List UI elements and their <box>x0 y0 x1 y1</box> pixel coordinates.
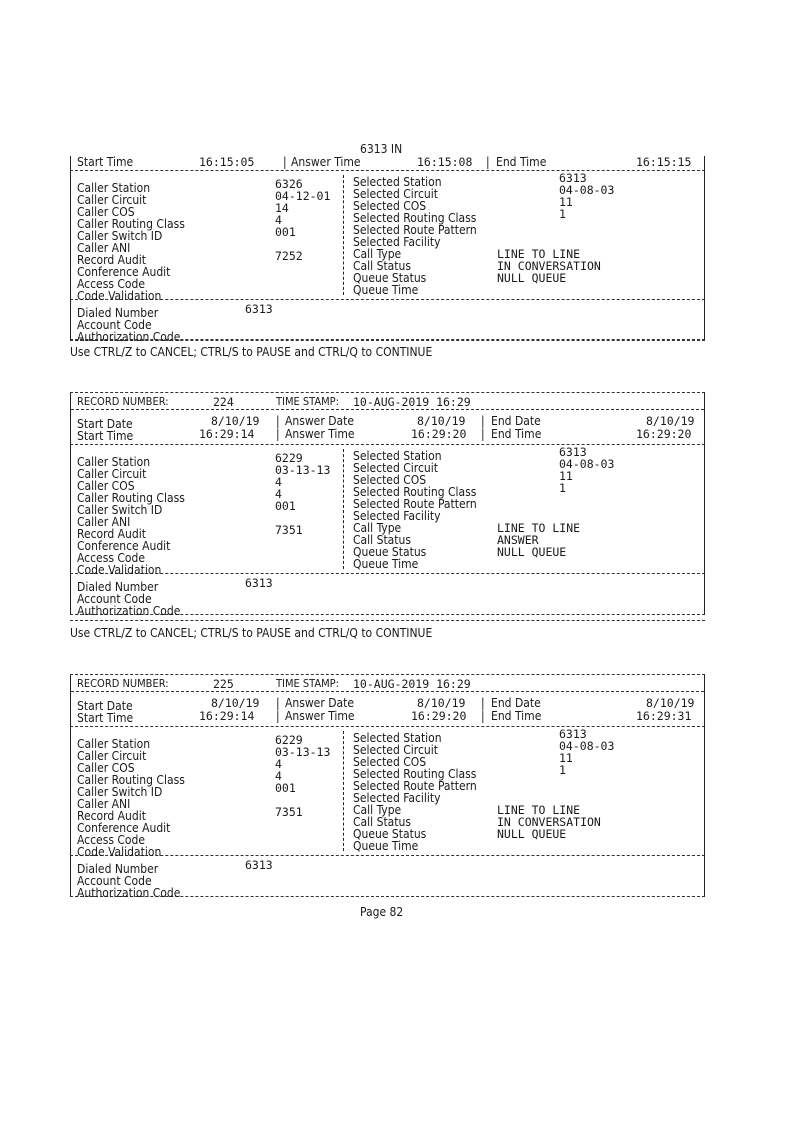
caller-field-label: Caller COS <box>77 761 135 775</box>
answer-time-label: Answer Time <box>285 427 355 441</box>
time-stamp: 10-AUG-2019 16:29 <box>353 395 471 409</box>
caller-field-label: Caller ANI <box>77 241 131 255</box>
caller-field-value: 001 <box>275 499 296 513</box>
start-time-value: 16:29:14 <box>199 427 255 441</box>
answer-time-label: Answer Time <box>291 155 361 169</box>
end-time-value: 16:29:20 <box>636 427 692 441</box>
dialed-field-value: 6313 <box>245 858 273 872</box>
selected-field-label: Call Status <box>353 815 411 829</box>
dialed-field-value: 6313 <box>245 576 273 590</box>
dialed-field-label: Authorization Code <box>77 330 181 344</box>
call-record: RECORD NUMBER: 224 TIME STAMP: 10-AUG-2019 16:29 Start Date 8/10/19 | Answer Date 8/10/19 | End Date 8/10/19 Start Time 16:29:14 | Answer Time 16:29:20 | End Time 16:29:20 Caller Station 6229 Caller Circuit 03-13-13 Caller COS 4 Caller Routing Class 4 Caller Switch ID 001 Caller ANI Record Audit 7351 Conference Audit Access Code Code Validation Selected Station 6313 Selected Circuit 04-08-03 Selected COS 11 Selected Routing Class 1 Selected Route Pattern Selected Facility Call Type LINE TO LINE Call Status ANSWER Queue Status NULL QUEUE Queue Time Dialed Number 6313 Account Code Authorization Code <box>70 392 705 615</box>
selected-field-value: LINE TO LINE <box>497 521 581 535</box>
cancel-instructions: Use CTRL/Z to CANCEL; CTRL/S to PAUSE and CTRL/Q to CONTINUE <box>70 626 433 640</box>
answer-time-label: Answer Time <box>285 709 355 723</box>
caller-field-value: 7252 <box>275 249 303 263</box>
caller-field-label: Caller Circuit <box>77 749 147 763</box>
start-date-label: Start Date <box>77 699 133 713</box>
caller-field-label: Caller Switch ID <box>77 785 163 799</box>
dialed-field-label: Dialed Number <box>77 306 159 320</box>
caller-selected-fields <box>70 171 705 303</box>
dialed-field-label: Authorization Code <box>77 886 181 900</box>
selected-field-label: Selected Routing Class <box>353 767 477 781</box>
selected-field-label: Selected Facility <box>353 791 441 805</box>
caller-field-label: Caller Switch ID <box>77 229 163 243</box>
page-number: Page 82 <box>360 905 404 919</box>
start-date-value: 8/10/19 <box>211 414 260 428</box>
caller-field-value: 4 <box>275 757 282 771</box>
start-time-label: Start Time <box>77 711 134 725</box>
selected-field-value: LINE TO LINE <box>497 803 581 817</box>
start-date-label: Start Date <box>77 417 133 431</box>
record-number-label: RECORD NUMBER: <box>77 677 169 690</box>
start-time-label: Start Time <box>77 155 134 169</box>
caller-field-value: 4 <box>275 213 282 227</box>
caller-field-label: Caller ANI <box>77 515 131 529</box>
end-date-value: 8/10/19 <box>646 696 695 710</box>
selected-field-label: Selected Station <box>353 175 442 189</box>
selected-field-label: Selected Route Pattern <box>353 223 477 237</box>
selected-field-label: Selected Routing Class <box>353 485 477 499</box>
selected-field-value: 6313 <box>559 171 587 185</box>
selected-field-label: Selected Station <box>353 449 442 463</box>
record-number: 224 <box>213 395 234 409</box>
caller-field-value: 001 <box>275 781 296 795</box>
caller-field-value: 4 <box>275 475 282 489</box>
call-record: 6313 IN Start Time 16:15:05 | Answer Time 16:15:08 | End Time 16:15:15 Caller Station 6326 Caller Circuit 04-12-01 Caller COS 14 Caller Routing Class 4 Caller Switch ID 001 Caller ANI Record Audit 7252 Conference Audit Access Code Code Validation Selected Station 6313 Selected Circuit 04-08-03 Selected COS 11 Selected Routing Class 1 Selected Route Pattern Selected Facility Call Type LINE TO LINE Call Status IN CONVERSATION Queue Status NULL QUEUE Queue Time Dialed Number 6313 Account Code Authorization Code <box>70 163 705 341</box>
end-time-value: 16:15:15 <box>636 155 692 169</box>
answer-date-label: Answer Date <box>285 696 354 710</box>
call-record: RECORD NUMBER: 225 TIME STAMP: 10-AUG-2019 16:29 Start Date 8/10/19 | Answer Date 8/10/19 | End Date 8/10/19 Start Time 16:29:14 | Answer Time 16:29:20 | End Time 16:29:31 Caller Station 6229 Caller Circuit 03-13-13 Caller COS 4 Caller Routing Class 4 Caller Switch ID 001 Caller ANI Record Audit 7351 Conference Audit Access Code Code Validation Selected Station 6313 Selected Circuit 04-08-03 Selected COS 11 Selected Routing Class 1 Selected Route Pattern Selected Facility Call Type LINE TO LINE Call Status IN CONVERSATION Queue Status NULL QUEUE Queue Time Dialed Number 6313 Account Code Authorization Code <box>70 674 705 897</box>
selected-field-label: Call Status <box>353 533 411 547</box>
selected-field-value: 11 <box>559 469 573 483</box>
dialed-field-label: Account Code <box>77 592 152 606</box>
caller-field-value: 6229 <box>275 451 303 465</box>
selected-field-label: Call Type <box>353 247 402 261</box>
caller-field-label: Caller Switch ID <box>77 503 163 517</box>
selected-field-value: IN CONVERSATION <box>497 259 601 273</box>
caller-field-label: Caller COS <box>77 205 135 219</box>
caller-field-value: 001 <box>275 225 296 239</box>
selected-field-value: 04-08-03 <box>559 457 615 471</box>
caller-field-label: Caller Routing Class <box>77 217 185 231</box>
caller-field-label: Caller ANI <box>77 797 131 811</box>
dialed-section <box>70 856 705 900</box>
selected-field-label: Selected Circuit <box>353 461 438 475</box>
dialed-field-label: Dialed Number <box>77 580 159 594</box>
dialed-field-label: Dialed Number <box>77 862 159 876</box>
selected-field-label: Call Status <box>353 259 411 273</box>
selected-field-value: LINE TO LINE <box>497 247 581 261</box>
start-date-value: 8/10/19 <box>211 696 260 710</box>
caller-field-value: 7351 <box>275 523 303 537</box>
selected-field-value: 1 <box>559 481 566 495</box>
end-time-value: 16:29:31 <box>636 709 692 723</box>
caller-field-value: 03-13-13 <box>275 463 331 477</box>
caller-field-label: Caller Routing Class <box>77 491 185 505</box>
selected-field-label: Selected Route Pattern <box>353 497 477 511</box>
answer-time-value: 16:29:20 <box>411 709 467 723</box>
caller-field-value: 4 <box>275 487 282 501</box>
selected-field-value: 6313 <box>559 727 587 741</box>
selected-field-value: 04-08-03 <box>559 183 615 197</box>
caller-field-value: 03-13-13 <box>275 745 331 759</box>
start-time-value: 16:29:14 <box>199 709 255 723</box>
caller-field-value: 6229 <box>275 733 303 747</box>
selected-field-value: NULL QUEUE <box>497 827 567 841</box>
caller-field-label: Conference Audit <box>77 821 171 835</box>
caller-field-value: 4 <box>275 769 282 783</box>
caller-field-label: Conference Audit <box>77 539 171 553</box>
selected-field-label: Selected Routing Class <box>353 211 477 225</box>
selected-field-label: Queue Status <box>353 827 427 841</box>
selected-field-label: Selected Facility <box>353 509 441 523</box>
caller-field-value: 6326 <box>275 177 303 191</box>
caller-field-label: Caller Station <box>77 181 151 195</box>
answer-date-label: Answer Date <box>285 414 354 428</box>
selected-field-label: Selected Route Pattern <box>353 779 477 793</box>
selected-field-label: Call Type <box>353 803 402 817</box>
end-date-label: End Date <box>491 696 541 710</box>
caller-field-label: Caller Station <box>77 455 151 469</box>
selected-field-label: Selected COS <box>353 473 427 487</box>
selected-field-value: NULL QUEUE <box>497 271 567 285</box>
selected-field-value: 1 <box>559 207 566 221</box>
selected-field-label: Queue Status <box>353 545 427 559</box>
caller-selected-fields <box>70 445 705 577</box>
caller-field-label: Record Audit <box>77 253 146 267</box>
caller-field-label: Code Validation <box>77 563 162 577</box>
caller-field-label: Record Audit <box>77 809 146 823</box>
start-time-value: 16:15:05 <box>199 155 255 169</box>
selected-field-value: 04-08-03 <box>559 739 615 753</box>
dialed-field-value: 6313 <box>245 302 273 316</box>
selected-field-label: Queue Status <box>353 271 427 285</box>
selected-field-value: ANSWER <box>497 533 539 547</box>
caller-field-label: Code Validation <box>77 845 162 859</box>
answer-date-value: 8/10/19 <box>417 414 466 428</box>
selected-field-value: 1 <box>559 763 566 777</box>
end-time-label: End Time <box>491 709 542 723</box>
caller-field-label: Access Code <box>77 833 146 847</box>
caller-field-value: 7351 <box>275 805 303 819</box>
time-stamp: 10-AUG-2019 16:29 <box>353 677 471 691</box>
selected-field-value: 11 <box>559 751 573 765</box>
time-stamp-label: TIME STAMP: <box>276 395 339 408</box>
selected-field-label: Selected Facility <box>353 235 441 249</box>
selected-field-label: Selected Circuit <box>353 187 438 201</box>
selected-field-value: NULL QUEUE <box>497 545 567 559</box>
dialed-field-label: Account Code <box>77 874 152 888</box>
end-date-label: End Date <box>491 414 541 428</box>
record-number: 225 <box>213 677 234 691</box>
end-time-label: End Time <box>496 155 547 169</box>
answer-date-value: 8/10/19 <box>417 696 466 710</box>
record-number-label: RECORD NUMBER: <box>77 395 169 408</box>
end-date-value: 8/10/19 <box>646 414 695 428</box>
dialed-field-label: Authorization Code <box>77 604 181 618</box>
caller-field-label: Access Code <box>77 277 146 291</box>
selected-field-label: Selected COS <box>353 199 427 213</box>
selected-field-label: Queue Time <box>353 839 419 853</box>
dialed-field-label: Account Code <box>77 318 152 332</box>
selected-field-value: 6313 <box>559 445 587 459</box>
record-heading: 6313 IN <box>360 142 403 156</box>
selected-field-value: 11 <box>559 195 573 209</box>
selected-field-label: Queue Time <box>353 283 419 297</box>
dialed-section <box>70 574 705 618</box>
caller-field-label: Record Audit <box>77 527 146 541</box>
time-stamp-label: TIME STAMP: <box>276 677 339 690</box>
end-time-label: End Time <box>491 427 542 441</box>
caller-field-label: Caller Circuit <box>77 467 147 481</box>
selected-field-label: Selected COS <box>353 755 427 769</box>
caller-field-value: 04-12-01 <box>275 189 331 203</box>
caller-field-label: Caller Routing Class <box>77 773 185 787</box>
answer-time-value: 16:15:08 <box>417 155 473 169</box>
start-time-label: Start Time <box>77 429 134 443</box>
caller-selected-fields <box>70 727 705 859</box>
cancel-instructions: Use CTRL/Z to CANCEL; CTRL/S to PAUSE and CTRL/Q to CONTINUE <box>70 345 433 359</box>
selected-field-label: Call Type <box>353 521 402 535</box>
caller-field-label: Caller Circuit <box>77 193 147 207</box>
selected-field-label: Selected Station <box>353 731 442 745</box>
dialed-section <box>70 300 705 344</box>
caller-field-label: Conference Audit <box>77 265 171 279</box>
caller-field-label: Caller Station <box>77 737 151 751</box>
caller-field-label: Access Code <box>77 551 146 565</box>
selected-field-label: Selected Circuit <box>353 743 438 757</box>
caller-field-label: Code Validation <box>77 289 162 303</box>
answer-time-value: 16:29:20 <box>411 427 467 441</box>
caller-field-value: 14 <box>275 201 289 215</box>
selected-field-value: IN CONVERSATION <box>497 815 601 829</box>
selected-field-label: Queue Time <box>353 557 419 571</box>
caller-field-label: Caller COS <box>77 479 135 493</box>
